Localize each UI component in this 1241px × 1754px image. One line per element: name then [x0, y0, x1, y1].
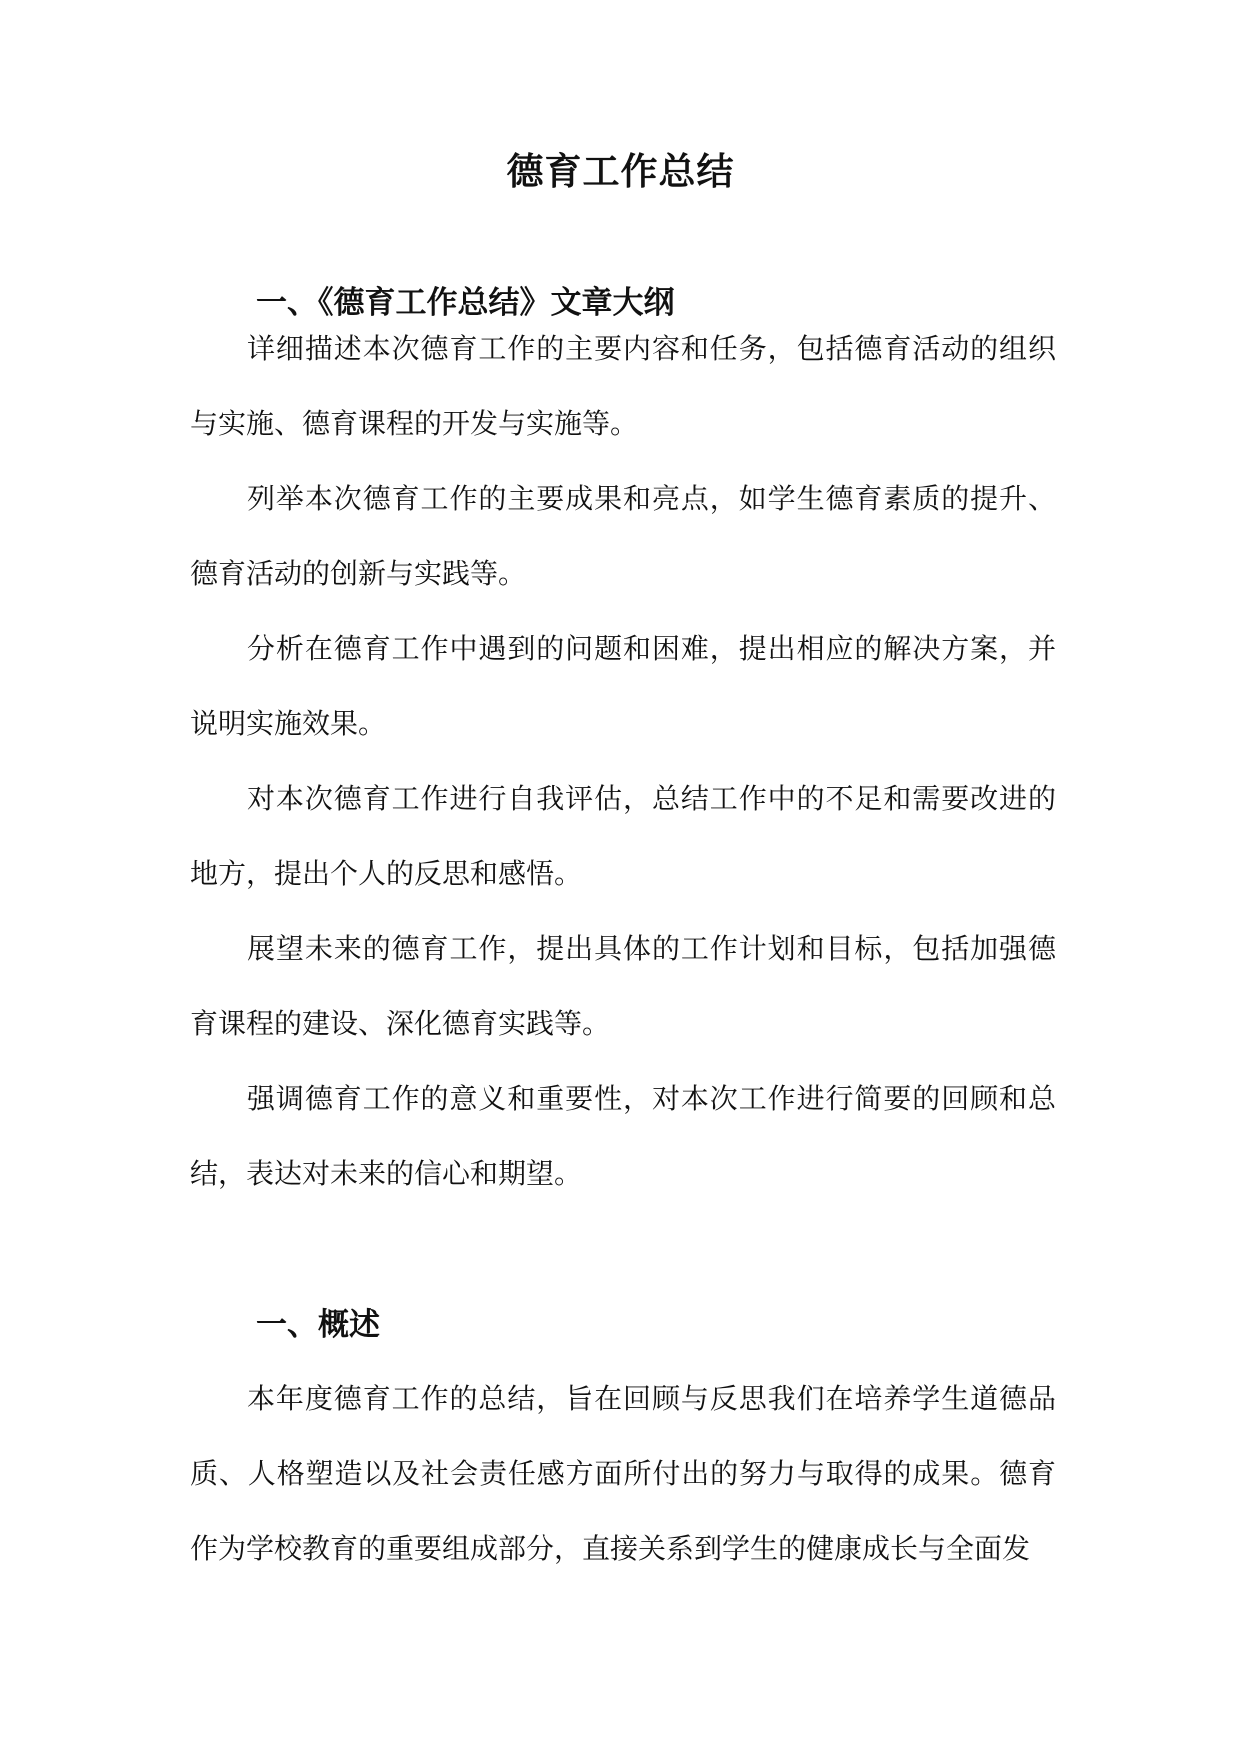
outline-paragraph-2: 列举本次德育工作的主要成果和亮点，如学生德育素质的提升、德育活动的创新与实践等。	[190, 482, 1056, 590]
section-heading-outline: 一、《德育工作总结》文章大纲	[256, 285, 675, 321]
outline-paragraph-3: 分析在德育工作中遇到的问题和困难，提出相应的解决方案，并说明实施效果。	[190, 632, 1056, 740]
section-heading-overview: 一、概述	[256, 1307, 380, 1343]
outline-paragraph-1: 详细描述本次德育工作的主要内容和任务，包括德育活动的组织与实施、德育课程的开发与实施等。	[190, 332, 1056, 440]
overview-paragraph-1: 本年度德育工作的总结，旨在回顾与反思我们在培养学生道德品质、人格塑造以及社会责任感方面所付出的努力与取得的成果。德育作为学校教育的重要组成部分，直接关系到学生的健康成长与全面发	[190, 1382, 1056, 1565]
outline-paragraph-5: 展望未来的德育工作，提出具体的工作计划和目标，包括加强德育课程的建设、深化德育实践等。	[190, 932, 1056, 1040]
outline-paragraph-6: 强调德育工作的意义和重要性，对本次工作进行简要的回顾和总结，表达对未来的信心和期望。	[190, 1082, 1056, 1190]
document-title: 德育工作总结	[506, 150, 735, 193]
outline-paragraph-4: 对本次德育工作进行自我评估，总结工作中的不足和需要改进的地方，提出个人的反思和感悟。	[190, 782, 1056, 890]
